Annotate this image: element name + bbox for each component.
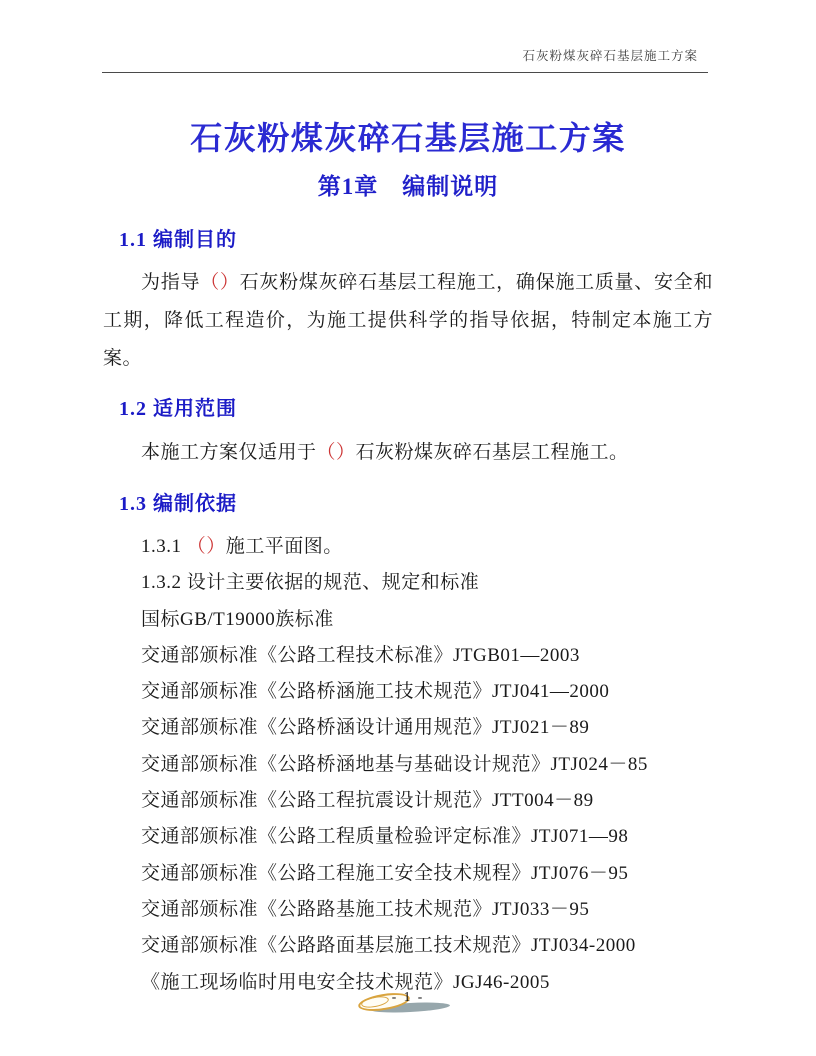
paragraph-1-1-after: 石灰粉煤灰碎石基层工程施工，确保施工质量、安全和工期，降低工程造价，为施工提供科学的指导依据，特制定本施工方案。 <box>103 272 713 369</box>
paragraph-1-1-before: 为指导 <box>141 272 201 293</box>
standard-item: 交通部颁标准《公路工程技术标准》JTGB01—2003 <box>141 644 580 666</box>
list-item-1-3-2: 1.3.2 设计主要依据的规范、规定和标准 <box>141 572 480 594</box>
blank-placeholder: （） <box>316 442 356 463</box>
paragraph-1-2-after: 石灰粉煤灰碎石基层工程施工。 <box>355 442 629 463</box>
standard-item: 《施工现场临时用电安全技术规范》JGJ46-2005 <box>141 971 550 993</box>
standard-item: 交通部颁标准《公路工程抗震设计规范》JTT004－89 <box>141 790 594 812</box>
item-text: 施工平面图。 <box>225 536 343 557</box>
standard-item: 交通部颁标准《公路桥涵设计通用规范》JTJ021－89 <box>141 717 590 739</box>
paragraph-1-1 <box>103 264 713 378</box>
document-title: 石灰粉煤灰碎石基层施工方案 <box>190 120 626 156</box>
standard-item: 交通部颁标准《公路路面基层施工技术规范》JTJ034-2000 <box>141 935 636 957</box>
document-content <box>103 0 713 1001</box>
section-heading-1-3: 1.3 编制依据 <box>119 493 237 515</box>
blank-placeholder: （） <box>186 536 226 557</box>
standard-item: 交通部颁标准《公路桥涵施工技术规范》JTJ041—2000 <box>141 681 610 703</box>
list-item-1-3-1 <box>103 529 713 565</box>
standard-item: 交通部颁标准《公路路基施工技术规范》JTJ033－95 <box>141 898 590 920</box>
standard-item: 国标GB/T19000族标准 <box>141 608 334 630</box>
paragraph-1-2 <box>103 434 713 472</box>
page-number: - 1 - <box>391 989 425 1004</box>
blank-placeholder: （） <box>200 272 240 293</box>
page-number-ornament <box>356 986 460 1020</box>
running-header: 石灰粉煤灰碎石基层施工方案 <box>522 49 698 63</box>
chapter-heading: 第1章 编制说明 <box>317 174 499 199</box>
section-heading-1-2: 1.2 适用范围 <box>119 398 237 420</box>
reference-list <box>103 529 713 1001</box>
paragraph-1-2-before: 本施工方案仅适用于 <box>141 442 317 463</box>
item-number: 1.3.1 <box>141 536 187 557</box>
standard-item: 交通部颁标准《公路工程施工安全技术规程》JTJ076－95 <box>141 862 629 884</box>
section-heading-1-1: 1.1 编制目的 <box>119 229 237 251</box>
standard-item: 交通部颁标准《公路桥涵地基与基础设计规范》JTJ024－85 <box>141 753 648 775</box>
standard-item: 交通部颁标准《公路工程质量检验评定标准》JTJ071—98 <box>141 826 629 848</box>
